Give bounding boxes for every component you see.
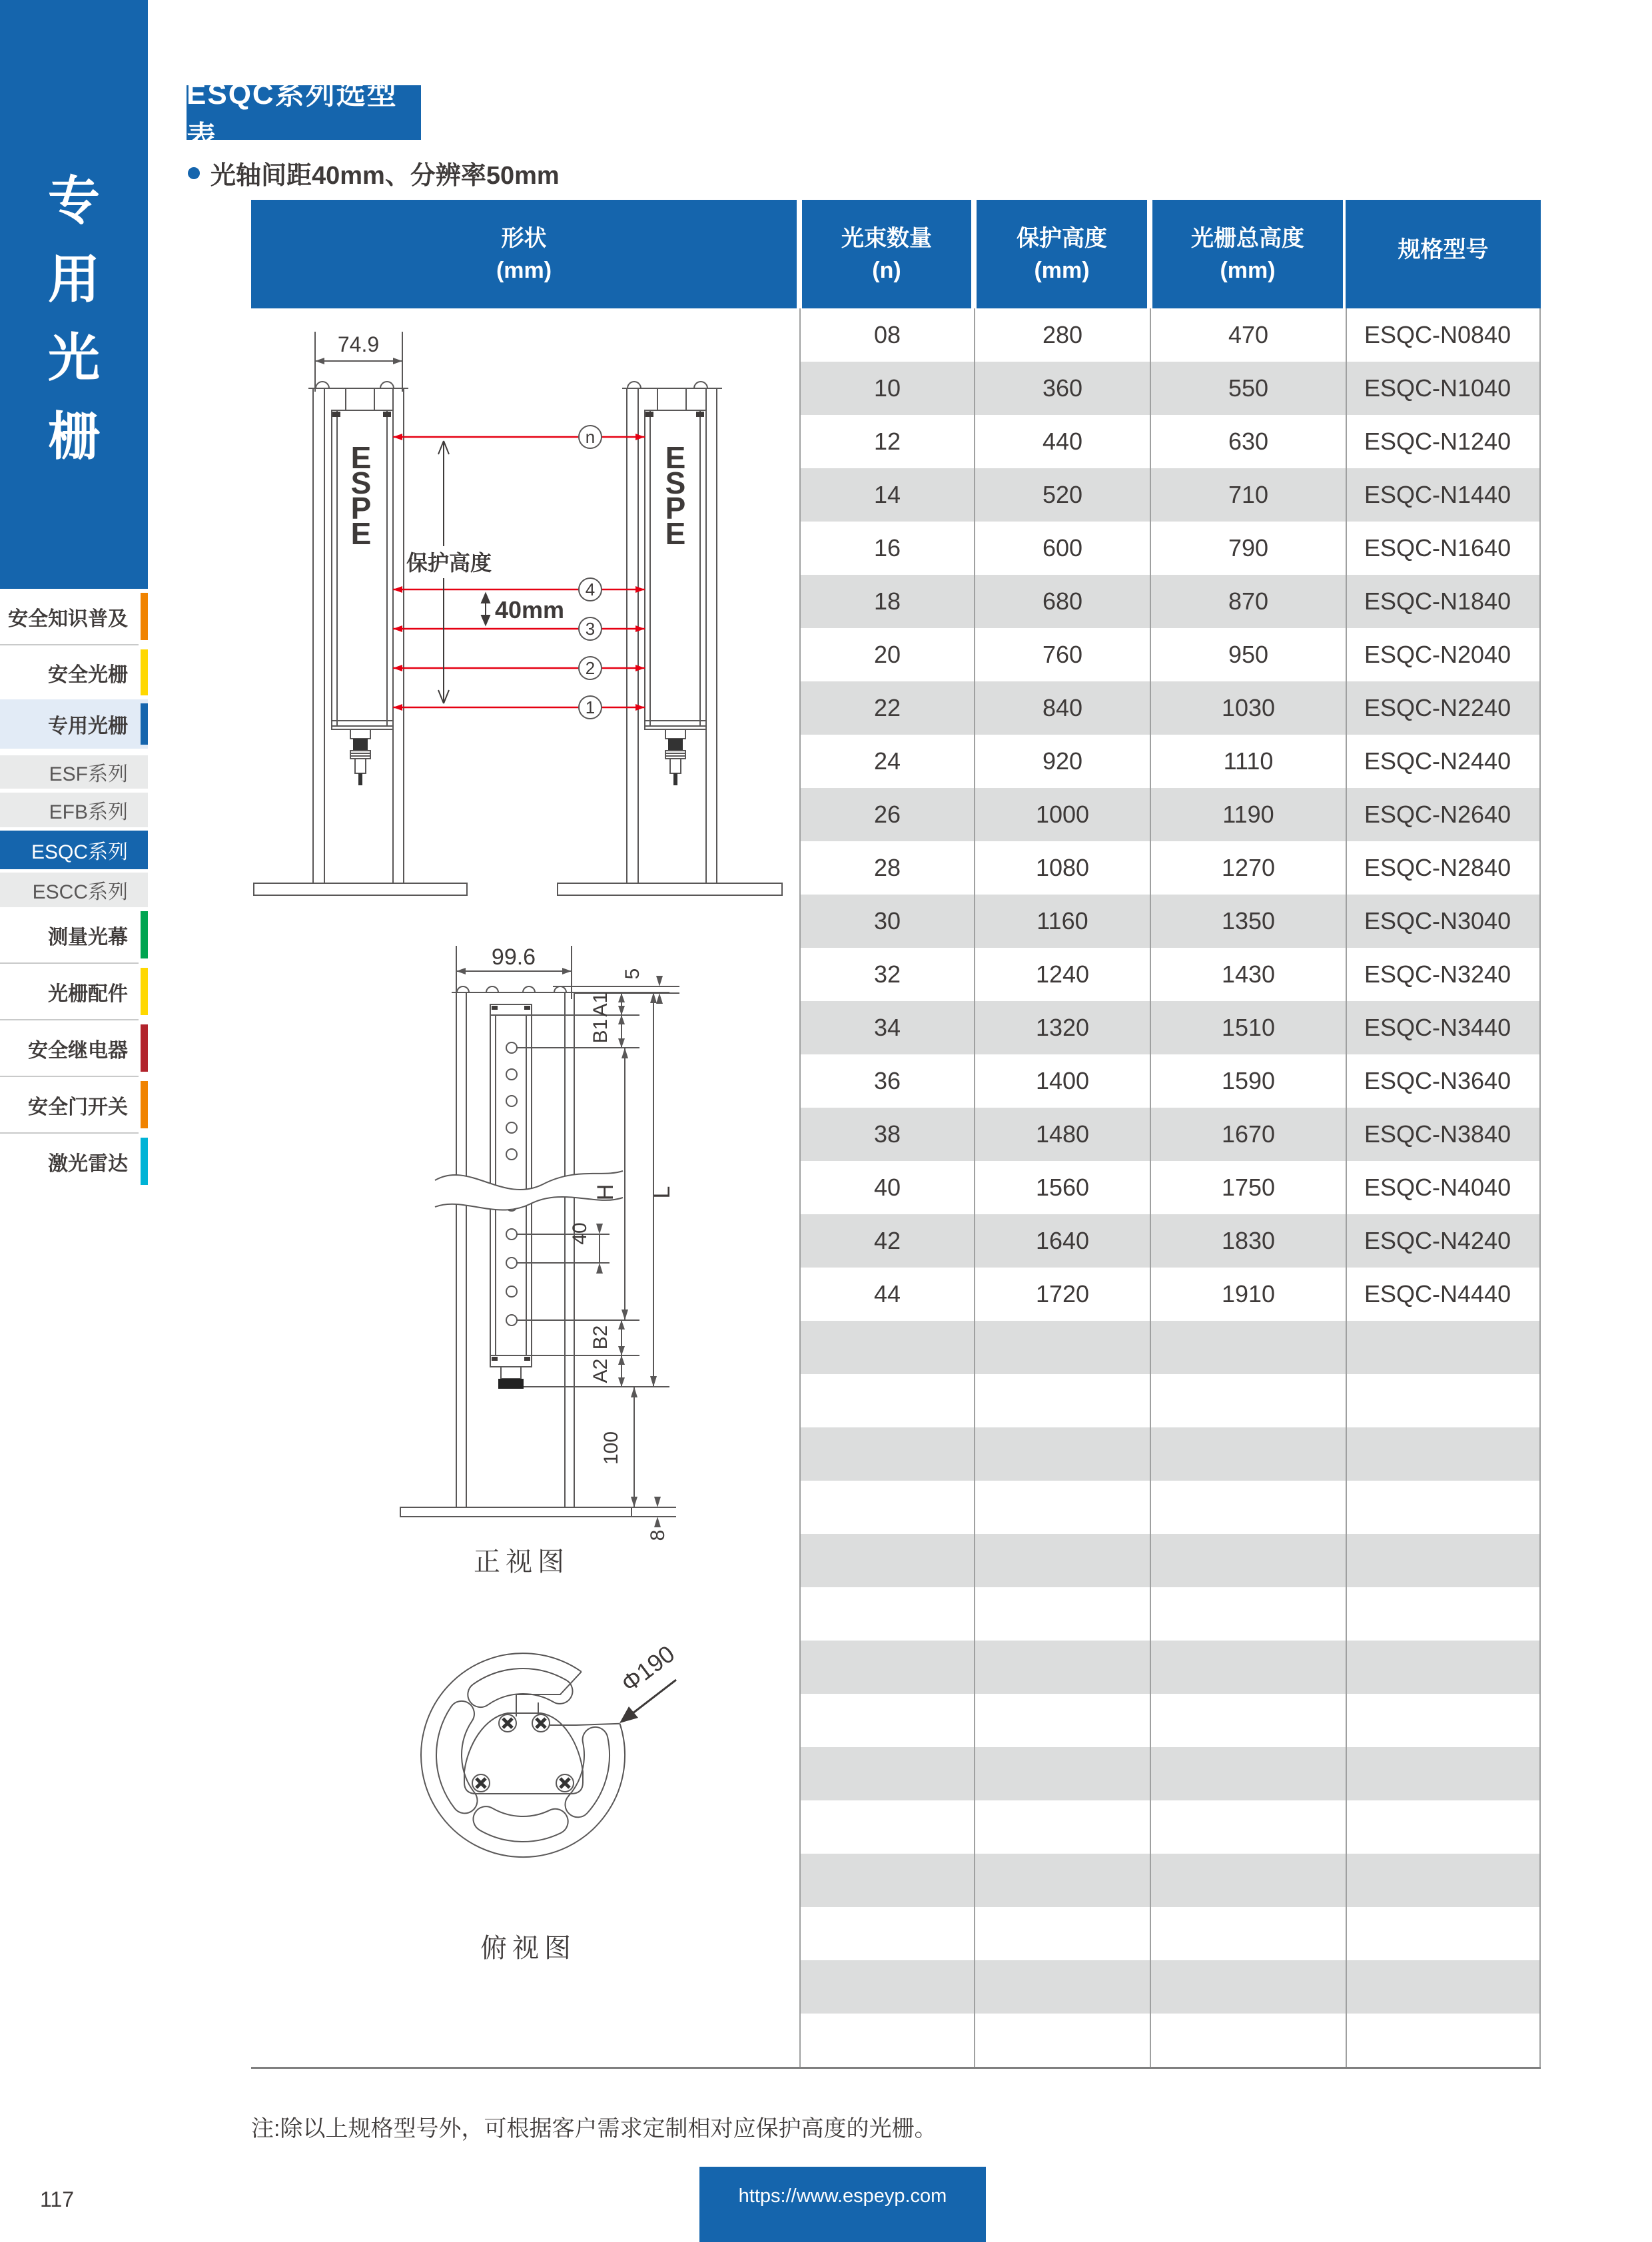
table-cell (974, 1481, 1150, 1534)
table-cell: ESQC-N2040 (1346, 628, 1541, 681)
table-cell: 16 (799, 522, 974, 575)
table-cell (1150, 1694, 1346, 1747)
sidebar-item-label: ESCC系列 (32, 881, 128, 903)
table-cell: 30 (799, 895, 974, 948)
table-cell: 34 (799, 1001, 974, 1054)
table-cell: 42 (799, 1214, 974, 1268)
table-row-empty (799, 1427, 1541, 1481)
table-cell: 1640 (974, 1214, 1150, 1268)
sidebar-item-安全知识普及[interactable] (0, 589, 148, 644)
table-cell: 20 (799, 628, 974, 681)
section-title-box (187, 78, 421, 153)
table-row (799, 1054, 1541, 1108)
table-cell: ESQC-N1040 (1346, 362, 1541, 415)
spec-bullet-text: 光轴间距40mm、分辨率50mm (210, 162, 560, 190)
table-cell: 1750 (1150, 1161, 1346, 1214)
table-cell: ESQC-N4440 (1346, 1268, 1541, 1321)
table-cell: 32 (799, 948, 974, 1001)
table-cell: ESQC-N2240 (1346, 681, 1541, 735)
table-cell: 1080 (974, 841, 1150, 895)
accent-bar (141, 649, 148, 695)
dim-5: 5 (621, 968, 643, 980)
sidebar-item-安全继电器[interactable] (0, 1020, 148, 1076)
table-cell: ESQC-N3840 (1346, 1108, 1541, 1161)
table-cell (799, 1747, 974, 1800)
front-view-caption: 正视图 (474, 1547, 570, 1577)
plate-screws (472, 1714, 574, 1792)
table-cell: ESQC-N1440 (1346, 468, 1541, 522)
pitch-40mm-label: 40mm (495, 596, 565, 623)
sidebar-item-EFB系列[interactable] (0, 793, 148, 827)
table-cell (974, 1587, 1150, 1641)
sidebar-item-label: 测量光幕 (48, 926, 128, 948)
sidebar-item-label: 安全门开关 (28, 1096, 128, 1118)
bullet-icon (188, 167, 200, 179)
table-cell (1346, 1747, 1541, 1800)
table-cell (974, 1427, 1150, 1481)
custom-order-note: 注:除以上规格型号外，可根据客户需求定制相对应保护高度的光栅。 (251, 2116, 937, 2141)
table-cell: 520 (974, 468, 1150, 522)
table-cell: 1560 (974, 1161, 1150, 1214)
table-row-empty (799, 1587, 1541, 1641)
table-cell: ESQC-N2440 (1346, 735, 1541, 788)
svg-text:4: 4 (585, 579, 596, 599)
table-cell: 1430 (1150, 948, 1346, 1001)
table-cell: 840 (974, 681, 1150, 735)
table-cell (799, 1427, 974, 1481)
table-row (799, 1161, 1541, 1214)
svg-text:S: S (665, 466, 686, 500)
svg-text:E: E (350, 440, 372, 475)
table-cell (1346, 1481, 1541, 1534)
table-cell: 920 (974, 735, 1150, 788)
table-cell (1346, 1694, 1541, 1747)
table-cell (799, 1374, 974, 1427)
table-cell (974, 1800, 1150, 1854)
table-cell: 26 (799, 788, 974, 841)
table-cell (1150, 1747, 1346, 1800)
table-cell: ESQC-N4240 (1346, 1214, 1541, 1268)
sidebar-item-label: ESQC系列 (31, 841, 128, 863)
table-cell: 1400 (974, 1054, 1150, 1108)
table-row-empty (799, 1374, 1541, 1427)
svg-text:1: 1 (585, 697, 596, 717)
col-header-beams: 光束数量 (n) (802, 200, 971, 308)
table-cell (1150, 1641, 1346, 1694)
table-cell (974, 1694, 1150, 1747)
svg-text:E: E (350, 516, 372, 551)
table-cell: 1350 (1150, 895, 1346, 948)
table-row (799, 895, 1541, 948)
table-cell: 38 (799, 1108, 974, 1161)
svg-text:E: E (665, 440, 686, 475)
table-cell: 22 (799, 681, 974, 735)
table-cell (1346, 1374, 1541, 1427)
table-row-empty (799, 1854, 1541, 1907)
table-cell: 440 (974, 415, 1150, 468)
front-view-diagram (250, 933, 716, 1589)
table-cell (1150, 1321, 1346, 1374)
beam-holes (506, 1042, 517, 1325)
table-cell (799, 2014, 974, 2067)
table-cell: 630 (1150, 415, 1346, 468)
table-cell: 1510 (1150, 1001, 1346, 1054)
col-header-total-height: 光栅总高度 (mm) (1152, 200, 1343, 308)
col-header-protect-height: 保护高度 (mm) (977, 200, 1147, 308)
table-cell (974, 1907, 1150, 1960)
dim-40: 40 (569, 1222, 591, 1245)
table-cell (799, 1854, 974, 1907)
table-cell (1346, 2014, 1541, 2067)
sidebar-category-banner (0, 0, 148, 589)
table-cell: 1000 (974, 788, 1150, 841)
dim-8: 8 (647, 1529, 669, 1541)
table-cell: 1830 (1150, 1214, 1346, 1268)
table-cell: 1030 (1150, 681, 1346, 735)
table-cell (799, 1907, 974, 1960)
table-cell (799, 1694, 974, 1747)
table-cell: ESQC-N2840 (1346, 841, 1541, 895)
sidebar-item-光栅配件[interactable] (0, 964, 148, 1019)
table-cell: 1270 (1150, 841, 1346, 895)
dim-a2: A2 (590, 1358, 612, 1383)
dim-diameter: Φ190 (616, 1639, 680, 1698)
table-cell (1150, 2014, 1346, 2067)
table-row (799, 575, 1541, 628)
sidebar-item-专用光栅[interactable] (0, 699, 148, 749)
dim-74-9: 74.9 (337, 332, 380, 356)
table-cell (974, 1534, 1150, 1587)
table-cell: ESQC-N3440 (1346, 1001, 1541, 1054)
table-row-empty (799, 1694, 1541, 1747)
sidebar-item-label: 安全继电器 (28, 1039, 128, 1062)
table-cell: 1720 (974, 1268, 1150, 1321)
svg-text:E: E (665, 516, 686, 551)
sidebar-title-char: 栅 (47, 407, 100, 466)
dim-100: 100 (600, 1431, 622, 1465)
table-cell (1346, 1641, 1541, 1694)
sidebar-item-label: 安全知识普及 (8, 607, 128, 630)
table-row-empty (799, 2014, 1541, 2067)
dim-l: L (649, 1186, 675, 1199)
sidebar-item-label: 专用光栅 (48, 715, 128, 737)
sidebar-item-安全门开关[interactable] (0, 1077, 148, 1132)
table-cell (1346, 1960, 1541, 2014)
diameter-callout (616, 1640, 680, 1723)
table-row-empty (799, 1800, 1541, 1854)
table-cell: 1240 (974, 948, 1150, 1001)
table-cell: 1320 (974, 1001, 1150, 1054)
sidebar-item-ESQC系列[interactable] (0, 831, 148, 869)
svg-text:S: S (350, 466, 372, 500)
table-cell (799, 1800, 974, 1854)
table-row (799, 681, 1541, 735)
sidebar-item-安全光栅[interactable] (0, 645, 148, 699)
table-cell (1346, 1427, 1541, 1481)
table-row-empty (799, 1747, 1541, 1800)
table-row-empty (799, 1907, 1541, 1960)
dim-b1: B1 (590, 1018, 612, 1044)
sidebar-item-label: 光栅配件 (48, 982, 128, 1005)
table-cell: ESQC-N1640 (1346, 522, 1541, 575)
table-cell: 680 (974, 575, 1150, 628)
svg-text:2: 2 (585, 658, 596, 678)
sidebar-item-label: 激光雷达 (48, 1152, 128, 1175)
table-cell: 1480 (974, 1108, 1150, 1161)
accent-bar (141, 1138, 148, 1185)
spec-bullet-line (188, 155, 560, 191)
accent-bar (141, 1024, 148, 1072)
table-cell: 10 (799, 362, 974, 415)
sidebar-item-label: 安全光栅 (48, 663, 128, 686)
table-cell (799, 1960, 974, 2014)
table-cell (974, 1641, 1150, 1694)
table-row-empty (799, 1641, 1541, 1694)
footer-url-box[interactable] (699, 2167, 986, 2242)
top-view-caption: 俯视图 (480, 1934, 576, 1963)
table-cell (1150, 1907, 1346, 1960)
table-row (799, 1001, 1541, 1054)
table-cell (1150, 1427, 1346, 1481)
table-cell: 470 (1150, 308, 1346, 362)
accent-bar (141, 593, 148, 640)
table-cell: 1110 (1150, 735, 1346, 788)
espe-brand-left (351, 440, 372, 551)
table-cell: 870 (1150, 575, 1346, 628)
table-row (799, 948, 1541, 1001)
table-body (799, 308, 1541, 2067)
table-cell (1150, 1587, 1346, 1641)
table-row (799, 628, 1541, 681)
table-cell: 550 (1150, 362, 1346, 415)
table-cell: 44 (799, 1268, 974, 1321)
table-row (799, 522, 1541, 575)
svg-text:3: 3 (585, 619, 596, 639)
svg-text:P: P (350, 491, 372, 526)
sidebar-title-char: 光 (47, 328, 100, 387)
table-cell: ESQC-N2640 (1346, 788, 1541, 841)
table-row (799, 468, 1541, 522)
table-cell: 24 (799, 735, 974, 788)
dim-h: H (593, 1184, 618, 1201)
table-row-empty (799, 1534, 1541, 1587)
table-row-empty (799, 1321, 1541, 1374)
page-title: ESQC系列选型表 (187, 78, 398, 153)
table-cell: 1160 (974, 895, 1150, 948)
sidebar-item-测量光幕[interactable] (0, 907, 148, 962)
sidebar-menu (0, 589, 148, 1189)
table-cell (799, 1534, 974, 1587)
table-cell: 600 (974, 522, 1150, 575)
table-cell (1150, 1481, 1346, 1534)
table-cell (974, 2014, 1150, 2067)
table-cell: ESQC-N3040 (1346, 895, 1541, 948)
table-cell: 710 (1150, 468, 1346, 522)
table-cell: 1670 (1150, 1108, 1346, 1161)
sidebar-item-ESCC系列[interactable] (0, 873, 148, 907)
dim-99-6: 99.6 (491, 944, 536, 970)
table-cell (974, 1747, 1150, 1800)
table-cell: 28 (799, 841, 974, 895)
accent-bar (141, 1081, 148, 1128)
beam-number-badges (579, 426, 602, 719)
table-row (799, 841, 1541, 895)
table-cell: 14 (799, 468, 974, 522)
table-bottom-border (251, 2067, 1541, 2069)
table-row (799, 788, 1541, 841)
table-cell: 36 (799, 1054, 974, 1108)
table-row (799, 1268, 1541, 1321)
sidebar-item-label: ESF系列 (49, 763, 128, 785)
table-cell (1346, 1587, 1541, 1641)
table-cell: 280 (974, 308, 1150, 362)
footer-url[interactable]: https://www.espeyp.com (738, 2185, 947, 2207)
col-header-model: 规格型号 (1346, 200, 1541, 308)
sidebar-title-char: 专 (47, 171, 100, 230)
table-cell (1150, 1534, 1346, 1587)
table-cell: 1910 (1150, 1268, 1346, 1321)
sidebar-item-ESF系列[interactable] (0, 755, 148, 789)
table-cell: 790 (1150, 522, 1346, 575)
table-cell: ESQC-N0840 (1346, 308, 1541, 362)
dim-a1: A1 (590, 992, 612, 1017)
table-cell: ESQC-N3240 (1346, 948, 1541, 1001)
table-cell (1150, 1960, 1346, 2014)
table-cell: ESQC-N1240 (1346, 415, 1541, 468)
table-cell (974, 1374, 1150, 1427)
sidebar-title-char: 用 (47, 250, 100, 308)
table-cell: 1190 (1150, 788, 1346, 841)
table-cell (974, 1854, 1150, 1907)
accent-bar (141, 911, 148, 958)
table-cell (1346, 1321, 1541, 1374)
table-cell (799, 1321, 974, 1374)
sidebar-item-label: EFB系列 (49, 801, 128, 823)
table-row-empty (799, 1481, 1541, 1534)
table-cell: ESQC-N3640 (1346, 1054, 1541, 1108)
table-cell (974, 1321, 1150, 1374)
espe-brand-right (665, 440, 686, 551)
table-row (799, 1108, 1541, 1161)
table-cell (799, 1481, 974, 1534)
table-cell: 760 (974, 628, 1150, 681)
accent-bar (141, 703, 148, 745)
table-cell: 1590 (1150, 1054, 1346, 1108)
table-cell (1346, 1854, 1541, 1907)
table-cell: 40 (799, 1161, 974, 1214)
accent-bar (141, 968, 148, 1015)
sidebar-item-激光雷达[interactable] (0, 1134, 148, 1189)
table-cell: 12 (799, 415, 974, 468)
page-number: 117 (40, 2187, 75, 2211)
table-cell (799, 1641, 974, 1694)
table-cell (1150, 1854, 1346, 1907)
table-cell (1346, 1907, 1541, 1960)
table-cell (1346, 1800, 1541, 1854)
table-cell (1150, 1374, 1346, 1427)
table-row-empty (799, 1960, 1541, 2014)
table-row (799, 1214, 1541, 1268)
table-cell (974, 1960, 1150, 2014)
table-row (799, 735, 1541, 788)
table-cell: ESQC-N1840 (1346, 575, 1541, 628)
svg-text:n: n (585, 427, 596, 447)
table-cell: ESQC-N4040 (1346, 1161, 1541, 1214)
table-row (799, 308, 1541, 362)
top-view-diagram (350, 1639, 696, 1968)
table-cell (1346, 1534, 1541, 1587)
protection-height-label: 保护高度 (406, 551, 492, 575)
table-row (799, 362, 1541, 415)
table-cell (799, 1587, 974, 1641)
svg-text:P: P (665, 491, 686, 526)
table-cell: 18 (799, 575, 974, 628)
table-cell (1150, 1800, 1346, 1854)
table-cell: 08 (799, 308, 974, 362)
table-cell: 360 (974, 362, 1150, 415)
table-row (799, 415, 1541, 468)
col-header-shape: 形状 (mm) (251, 200, 797, 308)
table-cell: 950 (1150, 628, 1346, 681)
elevation-diagram (250, 313, 803, 921)
dim-b2: B2 (590, 1325, 612, 1350)
